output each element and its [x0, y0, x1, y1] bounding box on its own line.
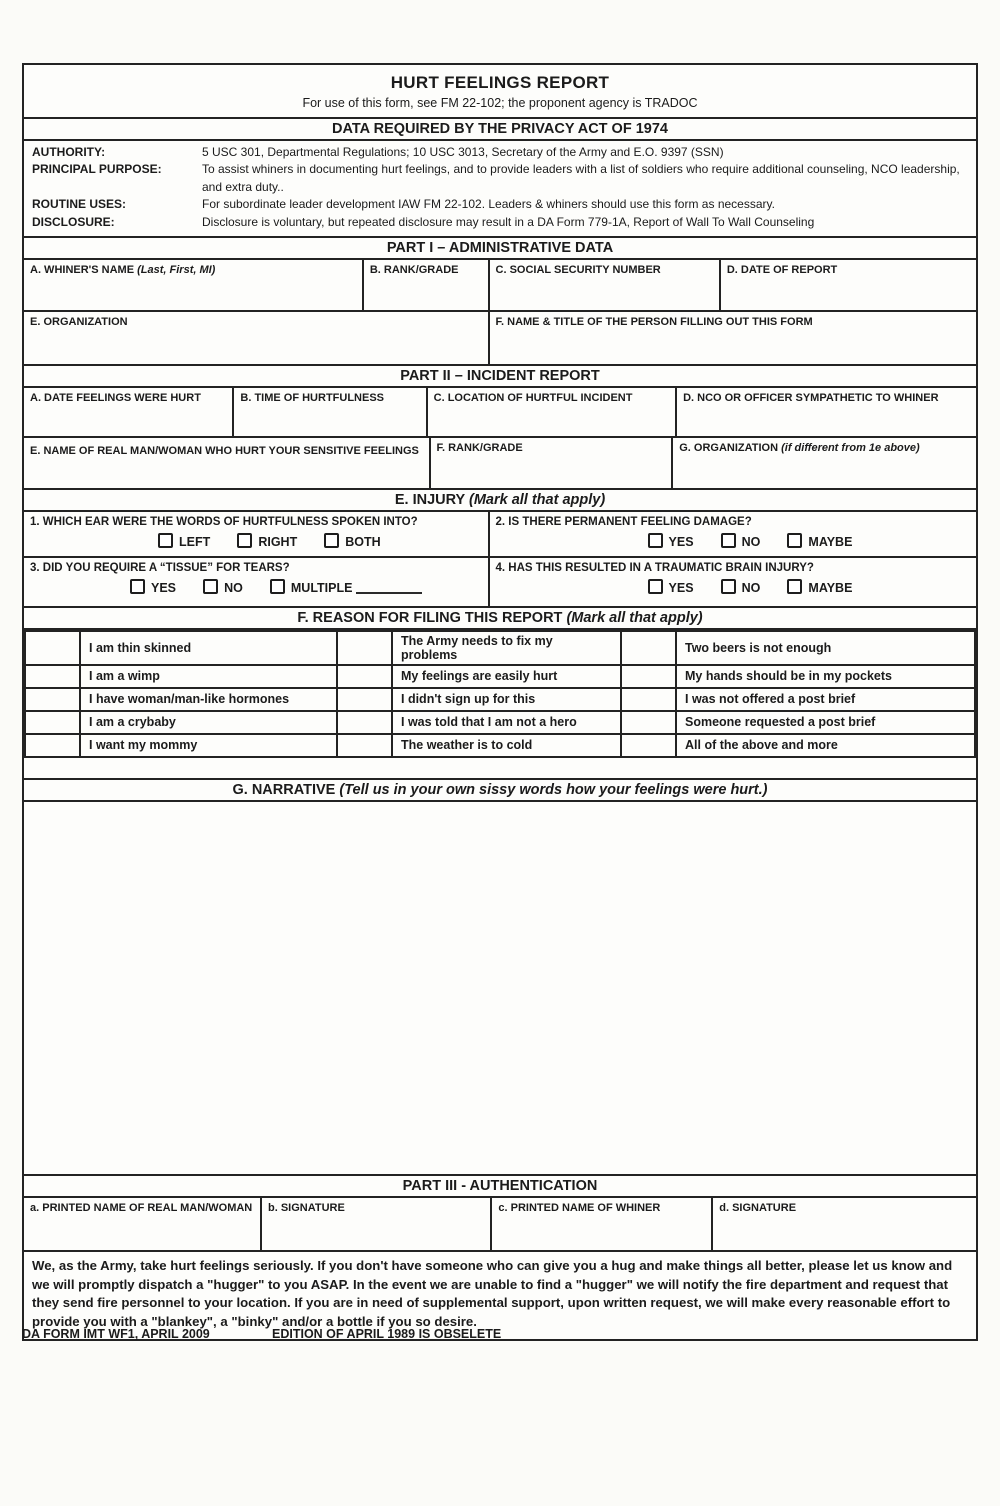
real-man-signature-field[interactable] — [262, 1198, 492, 1250]
reason-band-note: (Mark all that apply) — [566, 609, 703, 626]
reason-checkbox-cell[interactable] — [337, 688, 392, 711]
privacy-value: 5 USC 301, Departmental Regulations; 10 USC 3013, Secretary of the Army and E.O. 9397 (SSN) — [202, 145, 724, 159]
tbi-yes-checkbox[interactable] — [648, 579, 663, 594]
reason-checkbox-cell[interactable] — [25, 711, 80, 734]
field-label: c. PRINTED NAME OF WHINER — [498, 1201, 661, 1214]
checkbox-label: NO — [741, 534, 761, 549]
reason-checkbox-cell[interactable] — [25, 665, 80, 688]
privacy-label: DISCLOSURE: — [32, 214, 115, 229]
location-of-incident-field[interactable] — [428, 388, 677, 436]
checkbox-label: MAYBE — [808, 534, 853, 549]
reason-checkbox-cell[interactable] — [621, 711, 676, 734]
privacy-value: Disclosure is voluntary, but repeated disclosure may result in a DA Form 779-1A, Report of Wall To Wall Counseling — [202, 214, 815, 229]
privacy-value: For subordinate leader development IAW FM 22-102. Leaders & whiners should use this form as necessary. — [202, 197, 775, 212]
injury-q2-cell — [490, 512, 976, 556]
reason-checkbox-cell[interactable] — [337, 665, 392, 688]
narrative-input-area[interactable] — [24, 802, 976, 1174]
field-label: F. RANK/GRADE — [436, 441, 523, 454]
reason-row — [25, 734, 975, 757]
closing-statement: We, as the Army, take hurt feelings seriously. If you don't have someone who can give you a hug and make things all better, please let us know and we will promptly dispatch a "hugger" to you ASAP. In the event we are unable to find a "hugger" we will notify the fire department and request that they send fire personnel to your location. If you are in need of supplemental support, upon written request, we will make every reasonable effort to provide you with a "blankey", a "binky" and/or a bottle if you so desire. — [24, 1250, 976, 1339]
rank-grade-field[interactable] — [364, 260, 490, 310]
date-feelings-hurt-field[interactable] — [24, 388, 234, 436]
field-label: b. SIGNATURE — [268, 1201, 345, 1214]
tbi-maybe-checkbox[interactable] — [787, 579, 802, 594]
organization-field[interactable] — [24, 312, 490, 364]
part1-row1 — [24, 260, 976, 310]
narrative-band-label: G. NARRATIVE — [232, 781, 336, 798]
reason-item: I didn't sign up for this — [392, 688, 621, 711]
part3-row — [24, 1198, 976, 1250]
reason-row — [25, 665, 975, 688]
reason-checkbox-cell[interactable] — [621, 688, 676, 711]
privacy-label: ROUTINE USES: — [32, 197, 127, 212]
tissue-no-checkbox[interactable] — [203, 579, 218, 594]
reason-row — [25, 688, 975, 711]
checkbox-label: MULTIPLE — [290, 580, 353, 595]
reason-item: I am a crybaby — [80, 711, 337, 734]
reason-item: I was not offered a post brief — [676, 688, 975, 711]
field-label: C. SOCIAL SECURITY NUMBER — [495, 263, 661, 276]
checkbox-label: LEFT — [179, 534, 211, 549]
field-label: E. ORGANIZATION — [30, 315, 128, 328]
injury-q4-label: 4. HAS THIS RESULTED IN A TRAUMATIC BRAIN INJURY? — [495, 561, 814, 574]
whiner-signature-field[interactable] — [713, 1198, 976, 1250]
reason-item: The weather is to cold — [392, 734, 621, 757]
injury-q2-label: 2. IS THERE PERMANENT FEELING DAMAGE? — [495, 515, 752, 528]
both-ears-checkbox[interactable] — [324, 533, 339, 548]
real-man-printed-name-field[interactable] — [24, 1198, 262, 1250]
part3-band: PART III - AUTHENTICATION — [24, 1174, 976, 1198]
reason-checkbox-cell[interactable] — [621, 665, 676, 688]
reason-item: My hands should be in my pockets — [676, 665, 975, 688]
checkbox-label: RIGHT — [258, 534, 298, 549]
reason-checkbox-cell[interactable] — [337, 711, 392, 734]
damage-no-checkbox[interactable] — [721, 533, 736, 548]
field-label: D. NCO OR OFFICER SYMPATHETIC TO WHINER — [683, 391, 939, 404]
reason-row — [25, 711, 975, 734]
privacy-act-block — [24, 141, 976, 236]
injury-q4-cell — [490, 558, 976, 606]
checkbox-label: YES — [151, 580, 177, 595]
offender-organization-field[interactable] — [673, 438, 976, 488]
tbi-no-checkbox[interactable] — [721, 579, 736, 594]
privacy-act-band: DATA REQUIRED BY THE PRIVACY ACT OF 1974 — [24, 117, 976, 141]
injury-band — [24, 488, 976, 512]
offender-rank-grade-field[interactable] — [431, 438, 674, 488]
privacy-row-principal-purpose — [32, 161, 968, 196]
form-number: DA FORM IMT WF1, APRIL 2009 — [22, 1327, 210, 1341]
injury-q3-label: 3. DID YOU REQUIRE A “TISSUE” FOR TEARS? — [30, 561, 290, 574]
field-label: C. LOCATION OF HURTFUL INCIDENT — [433, 391, 633, 404]
injury-band-label: E. INJURY — [394, 491, 465, 508]
privacy-label: AUTHORITY: — [32, 145, 106, 159]
field-label: d. SIGNATURE — [719, 1201, 797, 1214]
part2-row2 — [24, 436, 976, 488]
damage-yes-checkbox[interactable] — [648, 533, 663, 548]
damage-maybe-checkbox[interactable] — [787, 533, 802, 548]
reason-checkbox-cell[interactable] — [621, 734, 676, 757]
checkbox-label: MAYBE — [808, 580, 853, 595]
reason-item: All of the above and more — [676, 734, 975, 757]
privacy-row-authority — [32, 144, 968, 161]
reason-item: I was told that I am not a hero — [392, 711, 621, 734]
injury-q1-cell — [24, 512, 490, 556]
reason-item: Someone requested a post brief — [676, 711, 975, 734]
form-footer — [22, 1327, 978, 1341]
part1-row2 — [24, 310, 976, 364]
reason-checkbox-cell[interactable] — [337, 631, 392, 665]
reason-checkbox-cell[interactable] — [25, 734, 80, 757]
injury-q3-cell — [24, 558, 490, 606]
checkbox-label: BOTH — [345, 534, 381, 549]
reason-band-label: F. REASON FOR FILING THIS REPORT — [297, 609, 563, 626]
reason-row — [25, 631, 975, 665]
field-label: D. DATE OF REPORT — [726, 263, 838, 276]
field-note: (if different from 1e above) — [781, 441, 920, 454]
right-ear-checkbox[interactable] — [237, 533, 252, 548]
field-label: A. WHINER'S NAME — [30, 263, 135, 276]
field-label: E. NAME OF REAL MAN/WOMAN WHO HURT YOUR SENSITIVE FEELINGS — [30, 444, 419, 457]
injury-row1 — [24, 512, 976, 556]
narrative-band-note: (Tell us in your own sissy words how your feelings were hurt.) — [339, 781, 768, 798]
privacy-row-routine-uses — [32, 196, 968, 213]
field-label: a. PRINTED NAME OF REAL MAN/WOMAN — [30, 1201, 253, 1214]
reason-item: I want my mommy — [80, 734, 337, 757]
reason-item: I have woman/man-like hormones — [80, 688, 337, 711]
part1-band: PART I – ADMINISTRATIVE DATA — [24, 236, 976, 260]
reason-checkbox-cell[interactable] — [621, 631, 676, 665]
checkbox-label: NO — [224, 580, 243, 595]
part2-band: PART II – INCIDENT REPORT — [24, 364, 976, 388]
field-label: A. DATE FEELINGS WERE HURT — [30, 391, 201, 404]
filer-name-title-field[interactable] — [490, 312, 976, 364]
reason-item: I am a wimp — [80, 665, 337, 688]
edition-note: EDITION OF APRIL 1989 IS OBSELETE — [272, 1327, 502, 1341]
reason-band — [24, 606, 976, 630]
privacy-value: To assist whiners in documenting hurt feelings, and to provide leaders with a list of soldiers who require additional counseling, NCO leadership, and extra duty.. — [202, 162, 960, 194]
tissue-multiple-checkbox[interactable] — [270, 579, 285, 594]
privacy-label: PRINCIPAL PURPOSE: — [32, 162, 162, 177]
ssn-field[interactable] — [490, 260, 721, 310]
left-ear-checkbox[interactable] — [158, 533, 173, 548]
field-label: F. NAME & TITLE OF THE PERSON FILLING OUT THIS FORM — [495, 315, 813, 328]
time-of-hurtfulness-field[interactable] — [234, 388, 427, 436]
form-subtitle: For use of this form, see FM 22-102; the proponent agency is TRADOC — [302, 96, 698, 110]
injury-q1-label: 1. WHICH EAR WERE THE WORDS OF HURTFULNESS SPOKEN INTO? — [30, 515, 418, 528]
injury-band-note: (Mark all that apply) — [468, 491, 606, 508]
date-of-report-field[interactable] — [721, 260, 976, 310]
reason-item: I am thin skinned — [80, 631, 337, 665]
narrative-band — [24, 778, 976, 802]
field-label: G. ORGANIZATION — [679, 441, 779, 454]
checkbox-label: YES — [668, 580, 694, 595]
whiner-name-field[interactable] — [24, 260, 364, 310]
hurt-feelings-report-form — [22, 63, 978, 1341]
tissue-yes-checkbox[interactable] — [130, 579, 145, 594]
whiner-printed-name-field[interactable] — [492, 1198, 713, 1250]
spacer — [24, 758, 976, 778]
reason-item: My feelings are easily hurt — [392, 665, 621, 688]
field-label: B. RANK/GRADE — [369, 263, 459, 276]
checkbox-label: NO — [741, 580, 761, 595]
form-header — [24, 65, 976, 117]
part2-row1 — [24, 388, 976, 436]
field-label: B. TIME OF HURTFULNESS — [240, 391, 384, 404]
reason-table — [24, 630, 976, 758]
sympathetic-nco-field[interactable] — [677, 388, 976, 436]
reason-checkbox-cell[interactable] — [25, 688, 80, 711]
field-note: (Last, First, MI) — [137, 263, 216, 276]
offender-name-field[interactable] — [24, 438, 431, 488]
reason-checkbox-cell[interactable] — [337, 734, 392, 757]
multiple-count-blank[interactable] — [356, 580, 422, 594]
privacy-row-disclosure — [32, 214, 968, 231]
reason-checkbox-cell[interactable] — [25, 631, 80, 665]
checkbox-label: YES — [668, 534, 694, 549]
form-title: HURT FEELINGS REPORT — [390, 73, 610, 92]
reason-item: The Army needs to fix my problems — [392, 631, 621, 665]
injury-row2 — [24, 556, 976, 606]
reason-item: Two beers is not enough — [676, 631, 975, 665]
